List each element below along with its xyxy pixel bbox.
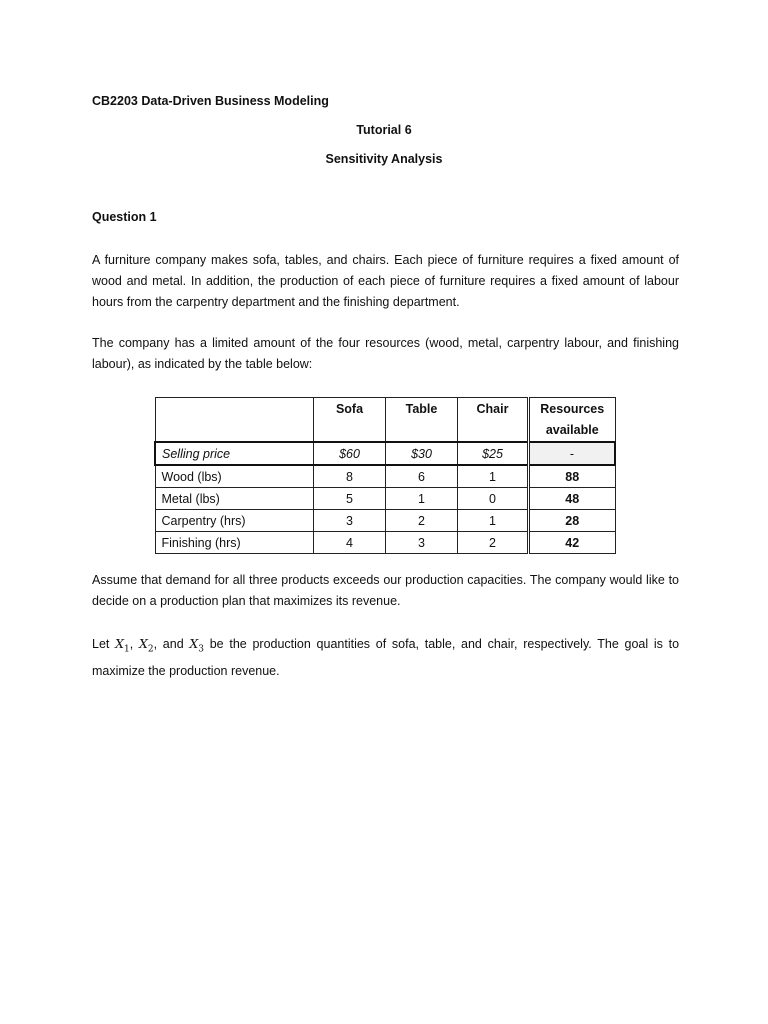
table-cell: 1 <box>458 465 529 488</box>
table-header-cell: Resources available <box>529 398 616 443</box>
table-cell: 5 <box>314 488 386 510</box>
table-cell: 42 <box>529 532 616 554</box>
resources-paragraph: The company has a limited amount of the four resources (wood, metal, carpentry labour, and finishing labour), as indicated by the table below: <box>92 336 679 371</box>
variables-paragraph: Let $X_1$, $X_2$, and $X_3$ be the production quantities of sofa, table, and chair, respectively. The goal is to maximize the production revenue. <box>92 636 680 678</box>
table-header-row <box>155 398 615 443</box>
table-cell: 28 <box>529 510 616 532</box>
table-row <box>155 442 615 465</box>
table-cell: 88 <box>529 465 616 488</box>
table-cell: - <box>529 442 616 465</box>
table-cell: $25 <box>458 442 529 465</box>
table-cell: $60 <box>314 442 386 465</box>
table-row <box>155 532 615 554</box>
table-cell: Wood (lbs) <box>155 465 314 488</box>
table-header-cell <box>155 398 314 443</box>
variable-x2: $X_2$ <box>138 636 154 655</box>
resource-table <box>154 397 616 554</box>
assumption-paragraph: Assume that demand for all three products exceeds our production capacities. The company would like to decide on a production plan that maximizes its revenue. <box>92 573 679 608</box>
table-cell: 48 <box>529 488 616 510</box>
tutorial-topic: Sensitivity Analysis <box>325 152 443 166</box>
table-cell: $30 <box>386 442 458 465</box>
table-cell: Carpentry (hrs) <box>155 510 314 532</box>
table-cell: 3 <box>386 532 458 554</box>
table-row <box>155 510 615 532</box>
table-header-cell: Sofa <box>314 398 386 443</box>
table-cell: Metal (lbs) <box>155 488 314 510</box>
table-cell: 6 <box>386 465 458 488</box>
table-cell: 0 <box>458 488 529 510</box>
variable-x1: $X_1$ <box>115 636 130 655</box>
table-cell: Finishing (hrs) <box>155 532 314 554</box>
variable-x3: $X_3$ <box>189 636 205 655</box>
table-header-cell: Table <box>386 398 458 443</box>
table-row <box>155 488 615 510</box>
table-cell: 3 <box>314 510 386 532</box>
question-heading: Question 1 <box>92 210 157 224</box>
course-title: CB2203 Data-Driven Business Modeling <box>92 94 329 108</box>
table-cell: Selling price <box>155 442 314 465</box>
variables-lead: Let <box>92 637 116 651</box>
tutorial-number: Tutorial 6 <box>356 123 412 137</box>
table-cell: 4 <box>314 532 386 554</box>
table-header-cell: Chair <box>458 398 529 443</box>
table-cell: 2 <box>386 510 458 532</box>
intro-paragraph: A furniture company makes sofa, tables, and chairs. Each piece of furniture requires a fixed amount of wood and metal. In addition, the production of each piece of furniture requires a fixed amount of labour hours from the carpentry department and the finishing department. <box>92 253 679 309</box>
table-cell: 2 <box>458 532 529 554</box>
table-cell: 1 <box>386 488 458 510</box>
table-cell: 1 <box>458 510 529 532</box>
table-cell: 8 <box>314 465 386 488</box>
table-row <box>155 465 615 488</box>
